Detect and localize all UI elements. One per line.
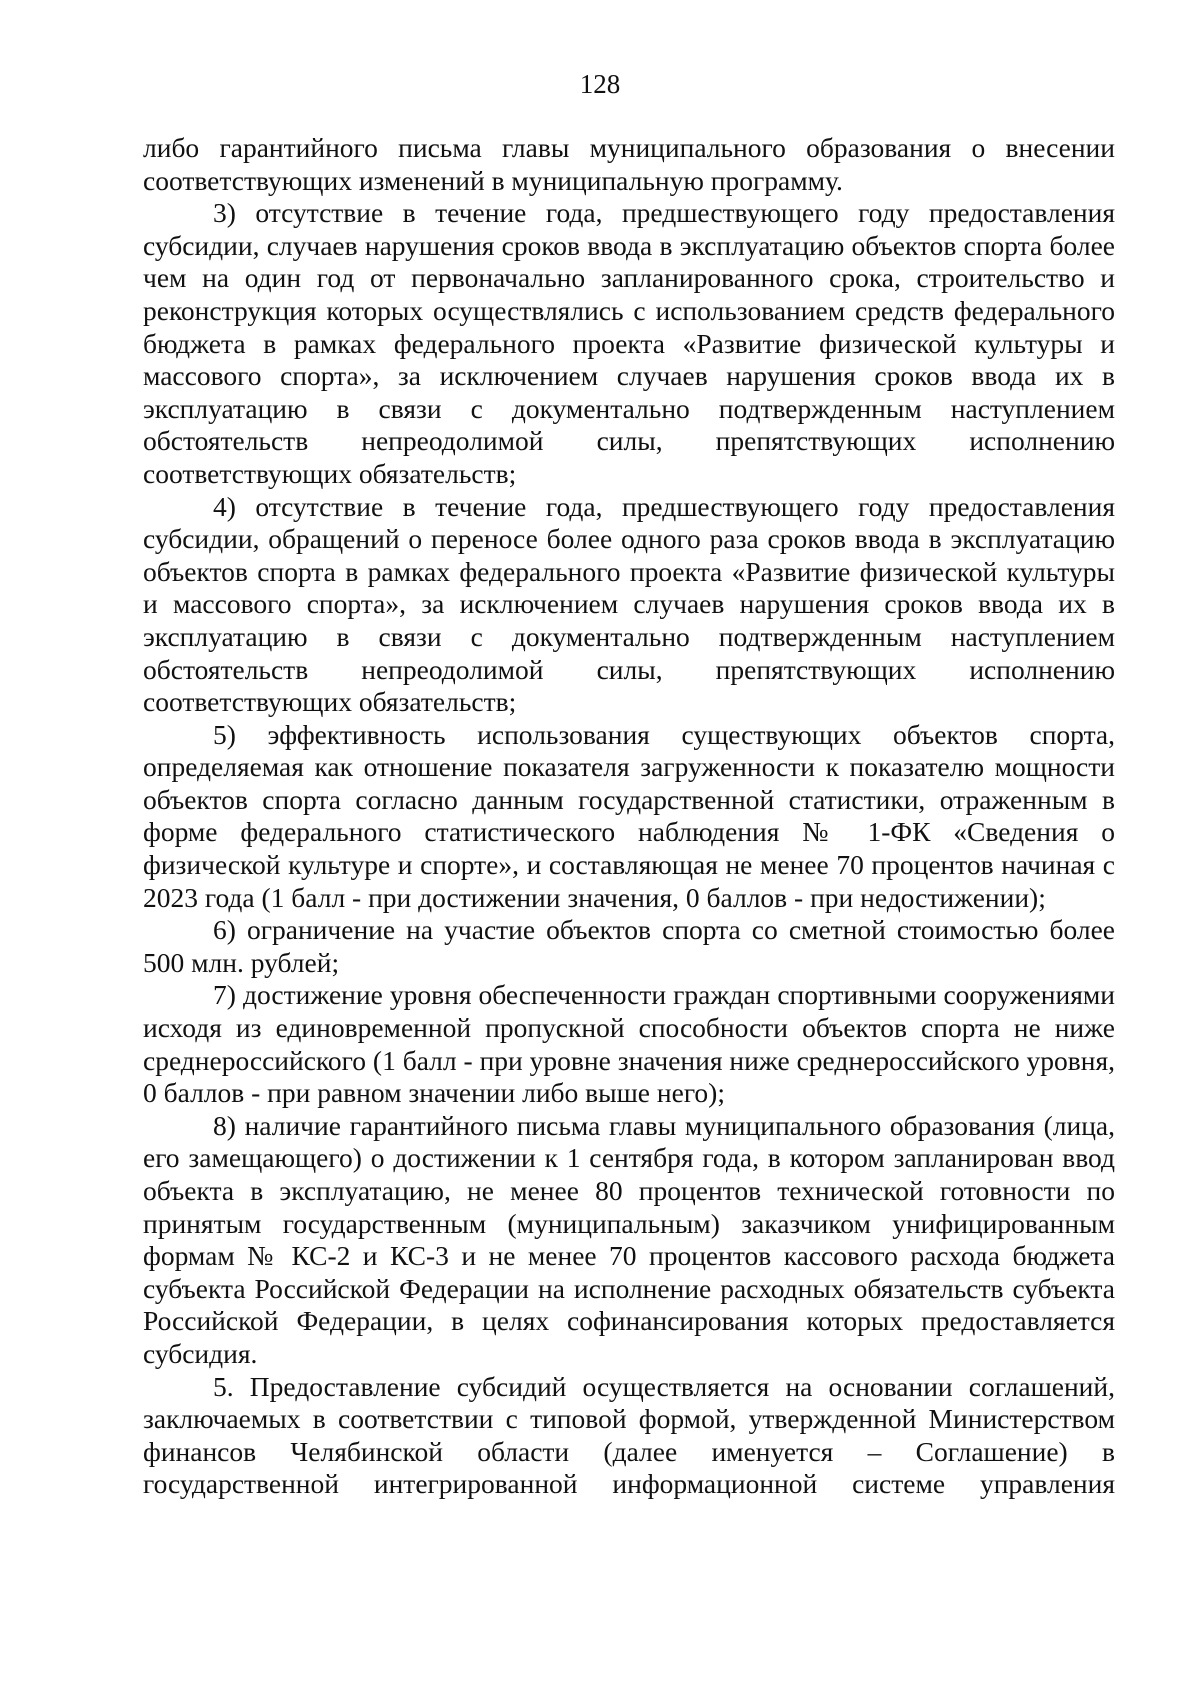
document-body	[143, 132, 1115, 1501]
paragraph-item-4: 4) отсутствие в течение года, предшествующего году предоставления субсидии, обращений о переносе более одного раза сроков ввода в эксплуатацию объектов спорта в рамках федерального проекта «Развитие физической культуры и массового спорта», за исключением случаев нарушения сроков ввода их в эксплуатацию в связи с документально подтвержденным наступлением обстоятельств непреодолимой силы, препятствующих исполнению соответствующих обязательств;	[143, 490, 1115, 718]
paragraph-item-7: 7) достижение уровня обеспеченности граждан спортивными сооружениями исходя из единовременной пропускной способности объектов спорта не ниже среднероссийского (1 балл - при уровне значения ниже среднероссийского уровня, 0 баллов - при равном значении либо выше него);	[143, 979, 1115, 1109]
page-number: 128	[579, 69, 621, 99]
paragraph-continuation: либо гарантийного письма главы муниципального образования о внесении соответствующих изменений в муниципальную программу.	[143, 132, 1115, 196]
paragraph-item-8: 8) наличие гарантийного письма главы муниципального образования (лица, его замещающего) о достижении к 1 сентября года, в котором запланирован ввод объекта в эксплуатацию, не менее 80 процентов технической готовности по принятым государственным (муниципальным) заказчиком унифицированным формам № КС-2 и КС-3 и не менее 70 процентов кассового расхода бюджета субъекта Российской Федерации на исполнение расходных обязательств субъекта Российской Федерации, в целях софинансирования которых предоставляется субсидия.	[143, 1109, 1115, 1369]
paragraph-item-5: 5) эффективность использования существующих объектов спорта, определяемая как отношение показателя загруженности к показателю мощности объектов спорта согласно данным государственной статистики, отраженным в форме федерального статистического наблюдения № 1-ФК «Сведения о физической культуре и спорте», и составляющая не менее 70 процентов начиная с 2023 года (1 балл - при достижении значения, 0 баллов - при недостижении);	[143, 718, 1115, 913]
paragraph-section-5: 5. Предоставление субсидий осуществляется на основании соглашений, заключаемых в соответствии с типовой формой, утвержденной Министерством финансов Челябинской области (далее именуется – Соглашение) в государственной интегрированной информационной системе управления	[143, 1370, 1115, 1500]
paragraph-item-3: 3) отсутствие в течение года, предшествующего году предоставления субсидии, случаев нарушения сроков ввода в эксплуатацию объектов спорта более чем на один год от первоначально запланированного срока, строительство и реконструкция которых осуществлялись с использованием средств федерального бюджета в рамках федерального проекта «Развитие физической культуры и массового спорта», за исключением случаев нарушения сроков ввода их в эксплуатацию в связи с документально подтвержденным наступлением обстоятельств непреодолимой силы, препятствующих исполнению соответствующих обязательств;	[143, 197, 1115, 489]
paragraph-item-6: 6) ограничение на участие объектов спорта со сметной стоимостью более 500 млн. рублей;	[143, 914, 1115, 978]
